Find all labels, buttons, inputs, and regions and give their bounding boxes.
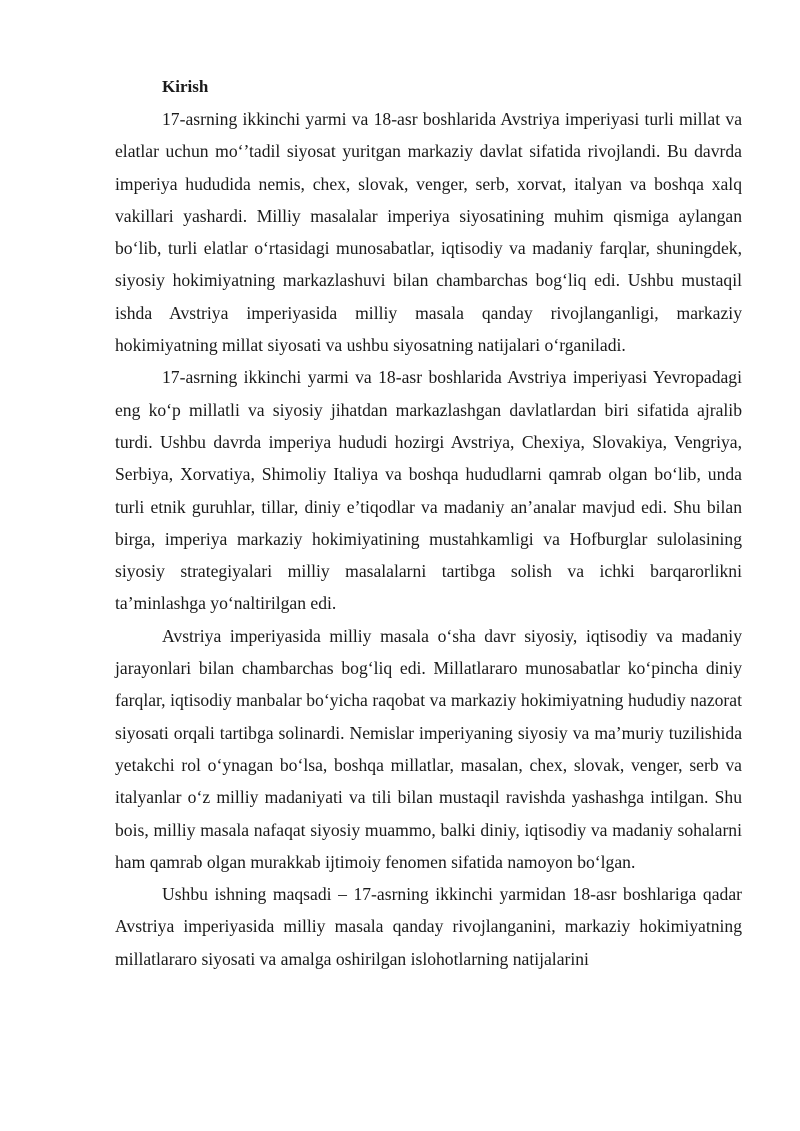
- paragraph-4: Ushbu ishning maqsadi – 17-asrning ikkinchi yarmidan 18-asr boshlariga qadar Avstriya imperiyasida milliy masala qanday rivojlanganini, markaziy hokimiyatning millatlararo siyosati va amalga oshirilgan islohotlarning natijalarini: [115, 884, 742, 969]
- document-page: [115, 71, 742, 975]
- paragraph-2: 17-asrning ikkinchi yarmi va 18-asr boshlarida Avstriya imperiyasi Yevropadagi eng ko‘p millatli va siyosiy jihatdan markazlashgan davlatlardan biri sifatida ajralib turdi. Ushbu davrda imperiya hududi hozirgi Avstriya, Chexiya, Slovakiya, Vengriya, Serbiya, Xorvatiya, Shimoliy Italiya va boshqa hududlarni qamrab olgan bo‘lib, unda turli etnik guruhlar, tillar, diniy e’tiqodlar va madaniy an’analar mavjud edi. Shu bilan birga, imperiya markaziy hokimiyatining mustahkamligi va Hofburglar sulolasining siyosiy strategiyalari milliy masalalarni tartibga solish va ichki barqarorlikni ta’minlashga yo‘naltirilgan edi.: [115, 367, 742, 614]
- paragraph-3: Avstriya imperiyasida milliy masala o‘sha davr siyosiy, iqtisodiy va madaniy jarayonlari bilan chambarchas bog‘liq edi. Millatlararo munosabatlar ko‘pincha diniy farqlar, iqtisodiy manbalar bo‘yicha raqobat va markaziy hokimiyatning hududiy nazorat siyosati orqali tartibga solinardi. Nemislar imperiyaning siyosiy va ma’muriy tuzilishida yetakchi rol o‘ynagan bo‘lsa, boshqa millatlar, masalan, chex, slovak, venger, serb va italyanlar o‘z milliy madaniyati va tili bilan mustaqil ravishda yashashga intilgan. Shu bois, milliy masala nafaqat siyosiy muammo, balki diniy, iqtisodiy va madaniy sohalarni ham qamrab olgan murakkab ijtimoiy fenomen sifatida namoyon bo‘lgan.: [115, 625, 742, 872]
- section-heading: Kirish: [162, 77, 209, 96]
- paragraph-1: 17-asrning ikkinchi yarmi va 18-asr boshlarida Avstriya imperiyasi turli millat va elatlar uchun mo‘’tadil siyosat yuritgan markaziy davlat sifatida rivojlandi. Bu davrda imperiya hududida nemis, chex, slovak, venger, serb, xorvat, italyan va boshqa xalq vakillari yashardi. Milliy masalalar imperiya siyosatining muhim qismiga aylangan bo‘lib, turli elatlar o‘rtasidagi munosabatlar, iqtisodiy va madaniy farqlar, shuningdek, siyosiy hokimiyatning markazlashuvi bilan chambarchas bog‘liq edi. Ushbu mustaqil ishda Avstriya imperiyasida milliy masala qanday rivojlanganligi, markaziy hokimiyatning millat siyosati va ushbu siyosatning natijalari o‘rganiladi.: [115, 109, 742, 356]
